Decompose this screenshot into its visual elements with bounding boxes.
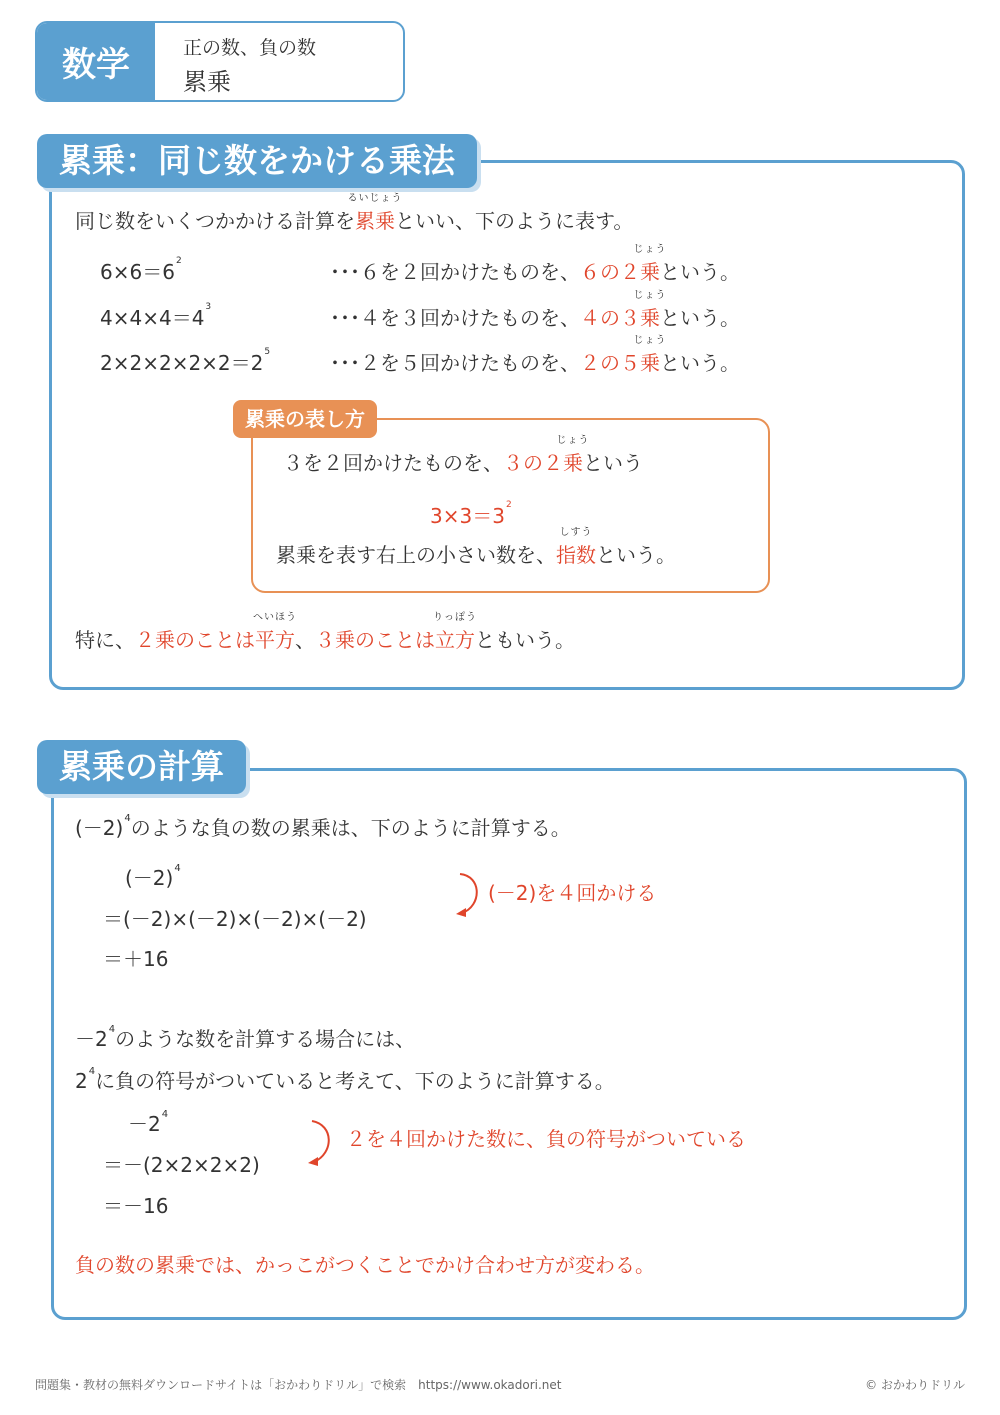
calc2-annotation: ２を４回かけた数に、負の符号がついている — [346, 1127, 746, 1151]
section1-note: 特に、２乗のことは へいほう 平方、３乗のことは りっぽう 立方ともいう。 — [75, 612, 575, 652]
header-box — [35, 21, 405, 102]
howto-line3: 累乗を表す右上の小さい数を、 しすう 指数という。 — [276, 527, 676, 567]
section1-intro: 同じ数をいくつかかける計算を るいじょう 累乗といい、下のように表す。 — [75, 193, 634, 233]
subject-label: 数学 — [37, 23, 155, 100]
section2-title: 累乗の計算 — [37, 740, 246, 794]
example-1-formula: $6\times 6=6^2$ — [100, 256, 182, 284]
example-2-formula: $4\times 4\times 4=4^3$ — [100, 302, 212, 330]
calc1-line3: ＝＋16 — [103, 947, 169, 971]
calc1-line2: ＝(－2)×(－2)×(－2)×(－2) — [103, 907, 367, 931]
calc1-annotation: (－2)を４回かける — [488, 881, 657, 905]
section2-conclusion: 負の数の累乗では、かっこがつくことでかけ合わせ方が変わる。 — [75, 1253, 655, 1277]
unit-label: 正の数、負の数 — [183, 37, 317, 59]
example-2-desc: ･･･４を３回かけたものを、４の３ じょう 乗という。 — [330, 290, 740, 330]
term-ruiji: るいじょう 累乗 — [347, 193, 403, 233]
section2-p2-line1: $-2^4$のような数を計算する場合には、 — [75, 1024, 416, 1051]
calc2-line1: $-2^4$ — [128, 1109, 169, 1136]
calc1-line1: $(-2)^4$ — [125, 863, 181, 890]
howto-formula: $3\times 3=3^2$ — [430, 500, 512, 528]
footer-copyright: © おかわりドリル — [865, 1378, 965, 1392]
calc1-arrow-icon — [452, 868, 492, 920]
example-3-formula: $2\times 2\times 2\times 2\times 2=2^5$ — [100, 347, 271, 375]
section1-title: 累乗：同じ数をかける乗法 — [37, 134, 477, 188]
section2-p1: $(-2)^4$のような負の数の累乗は、下のように計算する。 — [75, 813, 571, 840]
howto-line1: ３を２回かけたものを、３の２ じょう 乗という — [283, 435, 643, 475]
example-3-desc: ･･･２を５回かけたものを、２の５ じょう 乗という。 — [330, 335, 740, 375]
example-1-desc: ･･･６を２回かけたものを、６の２ じょう 乗という。 — [330, 244, 740, 284]
calc2-line3: ＝－16 — [103, 1194, 169, 1218]
calc2-arrow-icon — [302, 1117, 342, 1169]
topic-label: 累乗 — [183, 68, 231, 96]
calc2-line2: ＝－(2×2×2×2) — [103, 1153, 260, 1177]
section2-p2-line2: $2^4$に負の符号がついていると考えて、下のように計算する。 — [75, 1066, 615, 1093]
howto-title: 累乗の表し方 — [233, 400, 377, 438]
footer-left: 問題集・教材の無料ダウンロードサイトは「おかわりドリル」で検索 https://www.okadori.net — [35, 1378, 562, 1392]
